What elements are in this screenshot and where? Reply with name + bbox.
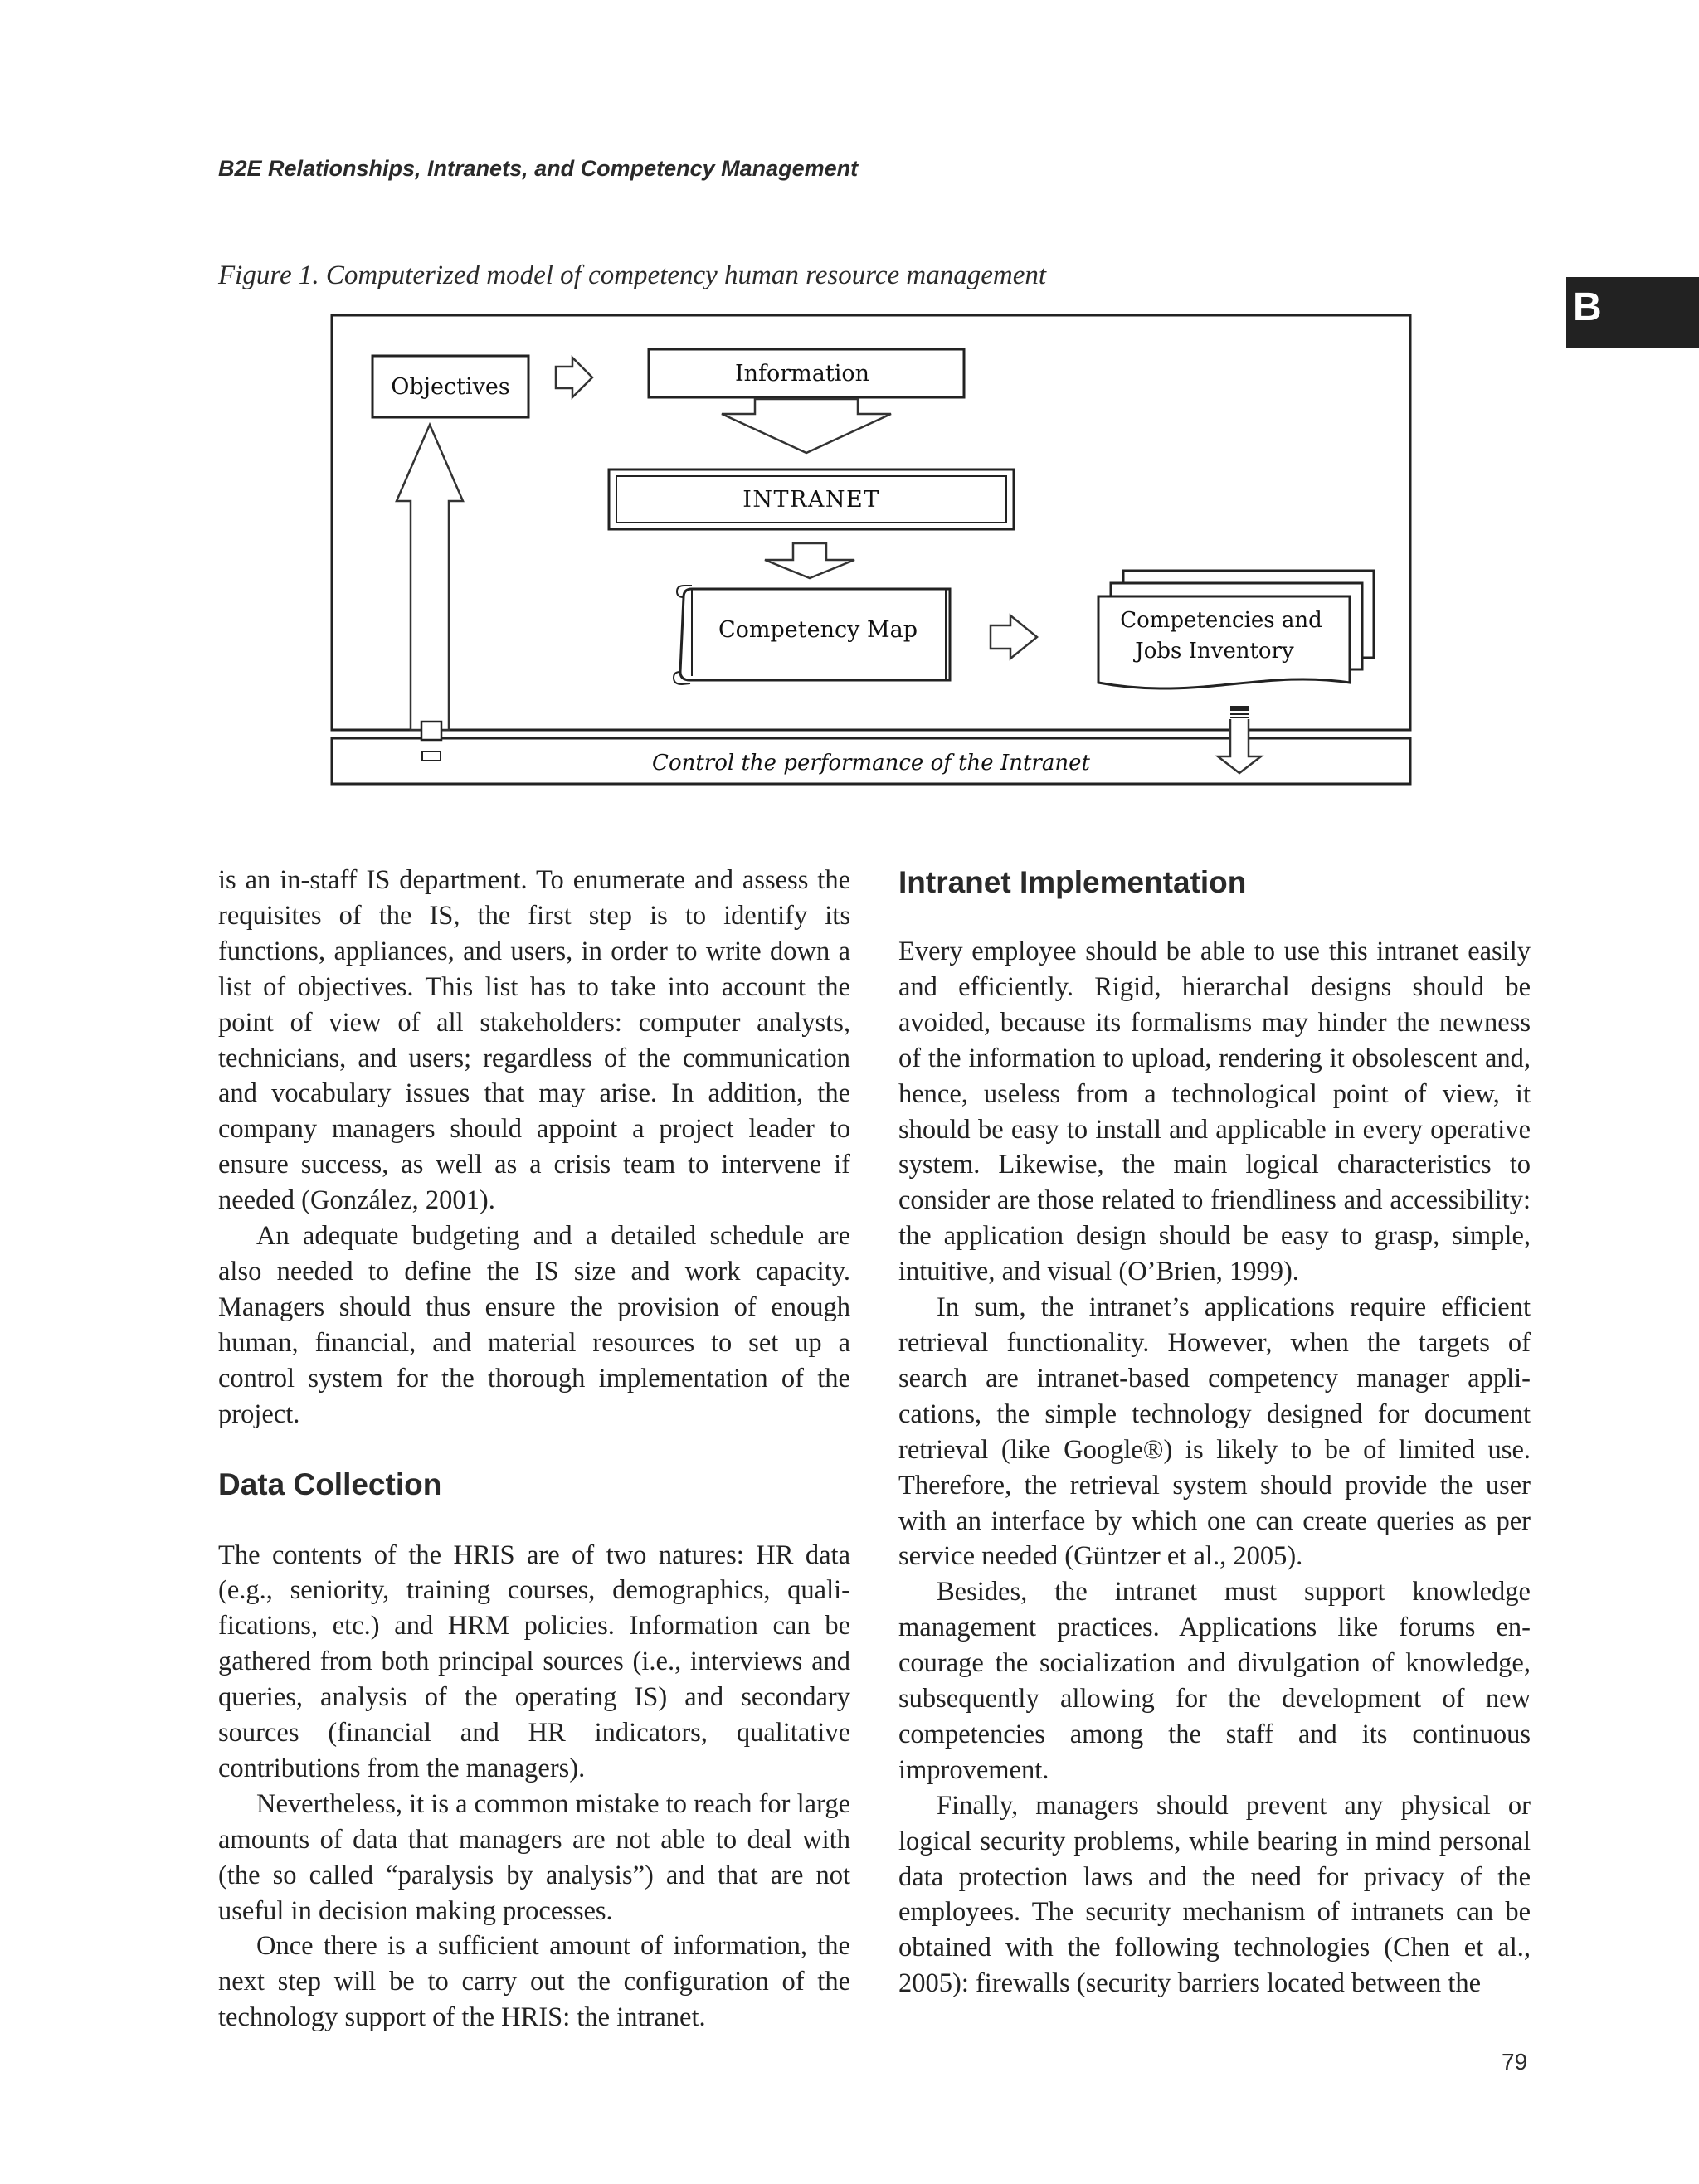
paragraph: Once there is a sufficient amount of information, the next step will be to carry out the configuration of the technology support of the HRIS: the intranet.	[218, 1931, 850, 2033]
section-heading: Data Collection	[218, 1467, 442, 1501]
paragraph: Besides, the intranet must support knowledge management practices. Applications like forums encourage the socialization and divulgation of knowledge, subsequently allowing for the development of new competencies among the staff and its continuous improvement.	[898, 1577, 1531, 1785]
figure-diagram	[325, 311, 1414, 788]
section-tab: B	[1566, 277, 1699, 348]
paragraph: Every employee should be able to use this intranet easily and efficiently. Rigid, hierarchal designs should be avoided, because its formalisms may hinder the newness of the information to upload, rendering it obsolescent and, hence, useless from a technological point of view, it should be easy to install and applicable in every operative system. Likewise, the main logical characteristics to consider are those related to friendliness and accessibility: the application design should be easy to grasp, simple, intuitive, and visual (O’Brien, 1999).	[898, 936, 1531, 1287]
figure-caption: Figure 1. Computerized model of competency human resource management	[218, 260, 1047, 290]
intranet-label: INTRANET	[742, 487, 880, 513]
inventory-label-line2: Jobs Inventory	[1135, 639, 1294, 664]
inventory-label-line1: Competencies and	[1120, 608, 1322, 633]
page-number: 79	[1502, 2049, 1528, 2075]
right-column	[898, 863, 1531, 2002]
left-column	[218, 863, 850, 2036]
running-head: B2E Relationships, Intranets, and Competency Management	[218, 156, 859, 181]
paragraph: An adequate budgeting and a detailed schedule are also needed to define the IS size and work capacity. Managers should thus ensure the provision of enough human, financial, and material resources to set up a control system for the thorough implementation of the project.	[218, 1221, 850, 1429]
connector-small	[422, 752, 441, 761]
objectives-label: Objectives	[391, 374, 510, 400]
control-label: Control the performance of the Intranet	[652, 751, 1090, 776]
connector-square	[421, 722, 441, 740]
paragraph: is an in-staff IS department. To enumerate and assess the requisites of the IS, the first step is to identify its functions, appliances, and users, in order to write down a list of objectives. This list has to take into account the point of view of all stakeholders: computer analysts, technicians, and users; regardless of the communication and vocabulary issues that may arise. In addition, the company managers should appoint a project leader to ensure success, as well as a crisis team to intervene if needed (González, 2001).	[218, 865, 850, 1216]
paragraph: In sum, the intranet’s applications require efficient retrieval functionality. However, when the targets of search are intranet-based competency manager applications, the simple technology designed for document retrieval (like Google®) is likely to be of limited use. Therefore, the retrieval system should provide the user with an interface by which one can create queries as per service needed (Güntzer et al., 2005).	[898, 1292, 1531, 1572]
paragraph: The contents of the HRIS are of two natures: HR data (e.g., seniority, training courses, demographics, qualifications, etc.) and HRM policies. Information can be gathered from both principal sources (i.e., interviews and queries, analysis of the operating IS) and secondary sources (financial and HR indicators, qualitative contributions from the managers).	[218, 1540, 850, 1783]
paragraph: Nevertheless, it is a common mistake to reach for large amounts of data that managers are not able to deal with (the so called “paralysis by analysis”) and that are not useful in decision making processes.	[218, 1788, 850, 1926]
paragraph: Finally, managers should prevent any physical or logical security problems, while bearing in mind personal data protection laws and the need for privacy of the employees. The security mechanism of intranets can be obtained with the following technologies (Chen et al., 2005): firewalls (security barriers located between the	[898, 1790, 1531, 1999]
section-heading: Intranet Implementation	[898, 865, 1247, 899]
competency-map-label: Competency Map	[718, 617, 918, 643]
information-label: Information	[734, 361, 870, 387]
